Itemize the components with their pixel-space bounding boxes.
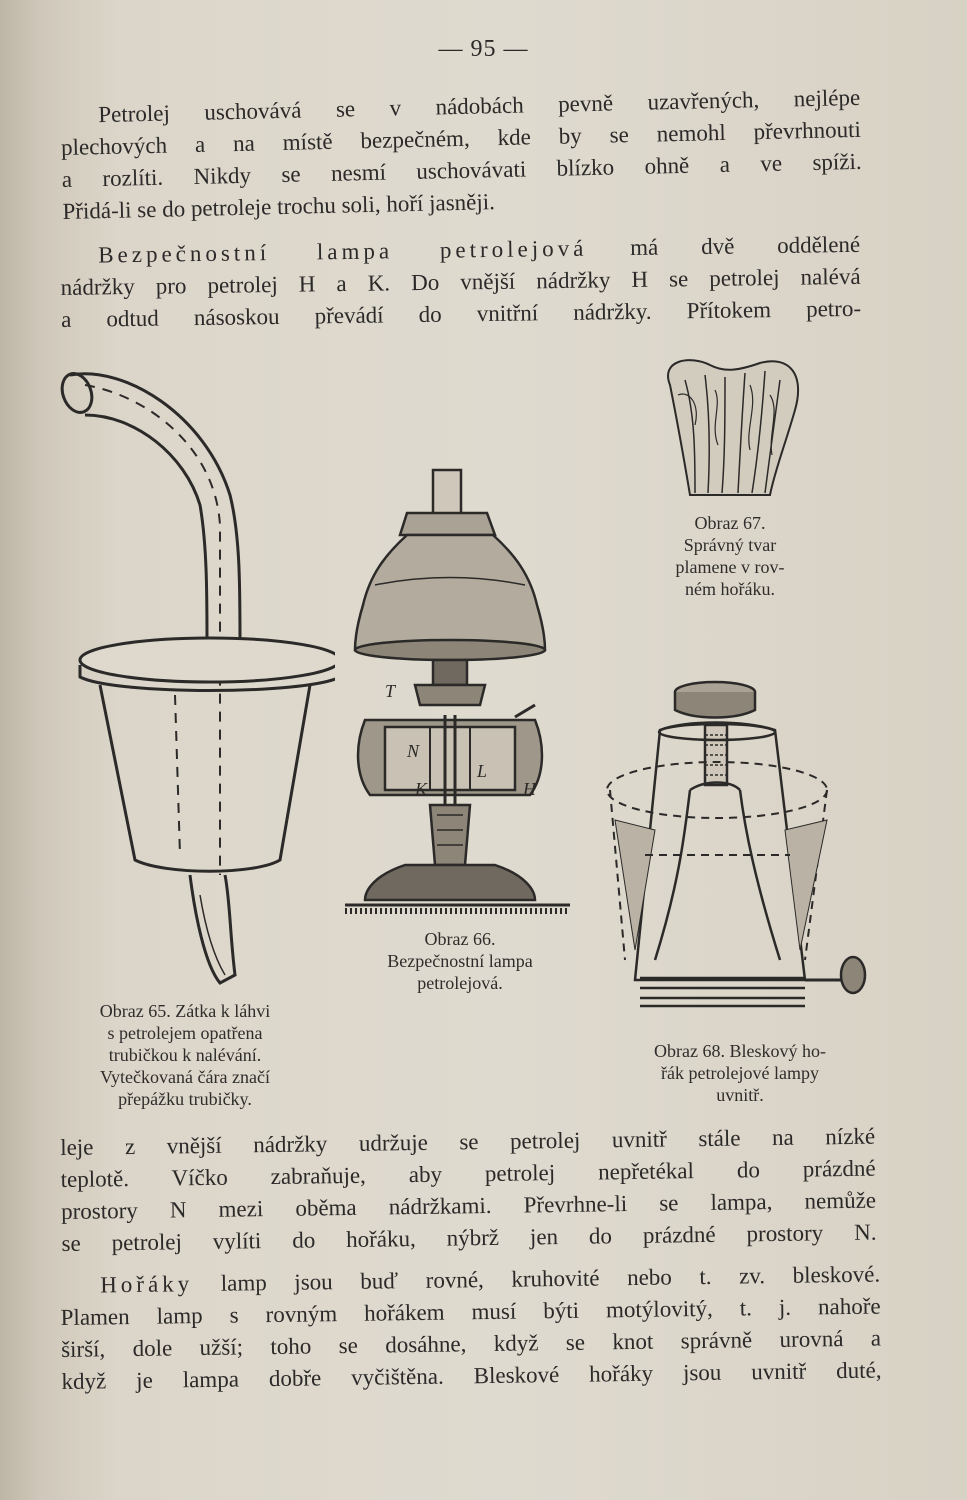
caption-line: přepážku trubičky. <box>118 1089 252 1109</box>
text-run: má dvě oddělené <box>587 231 861 261</box>
text-line: Petrolej uschovává se v nádobách pevně uzavřených, nejlépe <box>98 84 861 128</box>
paragraph-lamp-continued <box>60 1121 877 1260</box>
text-line: teplotě. Víčko zabraňuje, aby petrolej nepřetékal do prázdné <box>60 1155 876 1192</box>
figure-65-stopper-illustration <box>55 355 335 995</box>
figure-66-safety-lamp-illustration <box>345 465 575 925</box>
caption-line: plamene v rov- <box>675 557 785 577</box>
caption-figure-68 <box>615 1040 865 1106</box>
caption-line: uvnitř. <box>716 1085 764 1105</box>
paragraph-petrolej-storage <box>60 82 863 228</box>
text-line: a odtud násoskou převádí do vnitřní nádržky. Přítokem petro- <box>60 295 862 332</box>
caption-line: ném hořáku. <box>685 579 775 599</box>
text-line: plechových a na místě bezpečném, kde by se nemohl převrhnouti <box>60 116 862 160</box>
label-N: N <box>407 741 420 761</box>
figure-68-flash-burner-illustration <box>605 680 885 1030</box>
text-line: leje z vnější nádržky udržuje se petrolej uvnitř stále na nízké <box>60 1123 876 1160</box>
paragraph-safety-lamp <box>60 229 861 336</box>
figure-67-flame-illustration <box>650 355 810 505</box>
label-K: K <box>415 779 428 799</box>
text-run: lamp jsou buď rovné, kruhovité nebo t. zv. bleskové. <box>193 1261 881 1297</box>
text-line: prostory N mezi oběma nádržkami. Převrhne-li se lampa, nemůže <box>60 1187 877 1224</box>
caption-line: Obraz 66. <box>424 929 496 949</box>
spaced-heading: Hořáky <box>100 1271 194 1298</box>
label-H: H <box>523 779 536 799</box>
caption-line: Obraz 67. <box>694 513 766 533</box>
caption-line: Obraz 65. Zátka k láhvi <box>99 1001 271 1021</box>
page-number: — 95 — <box>438 36 529 62</box>
caption-figure-66 <box>350 928 570 994</box>
caption-line: Obraz 68. Bleskový ho- <box>654 1041 826 1061</box>
paragraph-burners <box>60 1259 882 1398</box>
text-line: když je lampa dobře vyčištěna. Bleskové hořáky jsou uvnitř duté, <box>61 1357 882 1394</box>
text-line: a rozlíti. Nikdy se nesmí uschovávati blízko ohně a ve spíži. <box>61 148 862 192</box>
text-line: Přidá-li se do petroleje trochu soli, hoří jasněji. <box>62 189 496 224</box>
caption-figure-67 <box>655 512 805 600</box>
caption-line: Vytečkovaná čára značí <box>100 1067 270 1087</box>
caption-line: Správný tvar <box>683 535 777 555</box>
caption-line: s petrolejem opatřena <box>107 1023 263 1043</box>
text-line: Plamen lamp s rovným hořákem musí býti motýlovitý, t. j. nahoře <box>60 1293 881 1330</box>
caption-line: Bezpečnostní lampa <box>387 951 533 971</box>
text-line: nádržky pro petrolej H a K. Do vnější nádržky H se petrolej nalévá <box>60 263 861 300</box>
caption-line: řák petrolejové lampy <box>661 1063 819 1083</box>
caption-line: petrolejová. <box>417 973 503 993</box>
label-T: T <box>385 681 396 701</box>
text-line: se petrolej vylíti do hořáku, nýbrž jen do prázdné prostory N. <box>61 1219 877 1256</box>
caption-figure-65 <box>60 1000 310 1110</box>
caption-line: trubičkou k nalévání. <box>108 1045 262 1065</box>
spaced-heading: Bezpečnostní lampa petrolejová <box>98 235 588 268</box>
label-L: L <box>477 761 488 781</box>
text-line: širší, dole užší; toho se dosáhne, když se knot správně urovná a <box>60 1325 882 1362</box>
